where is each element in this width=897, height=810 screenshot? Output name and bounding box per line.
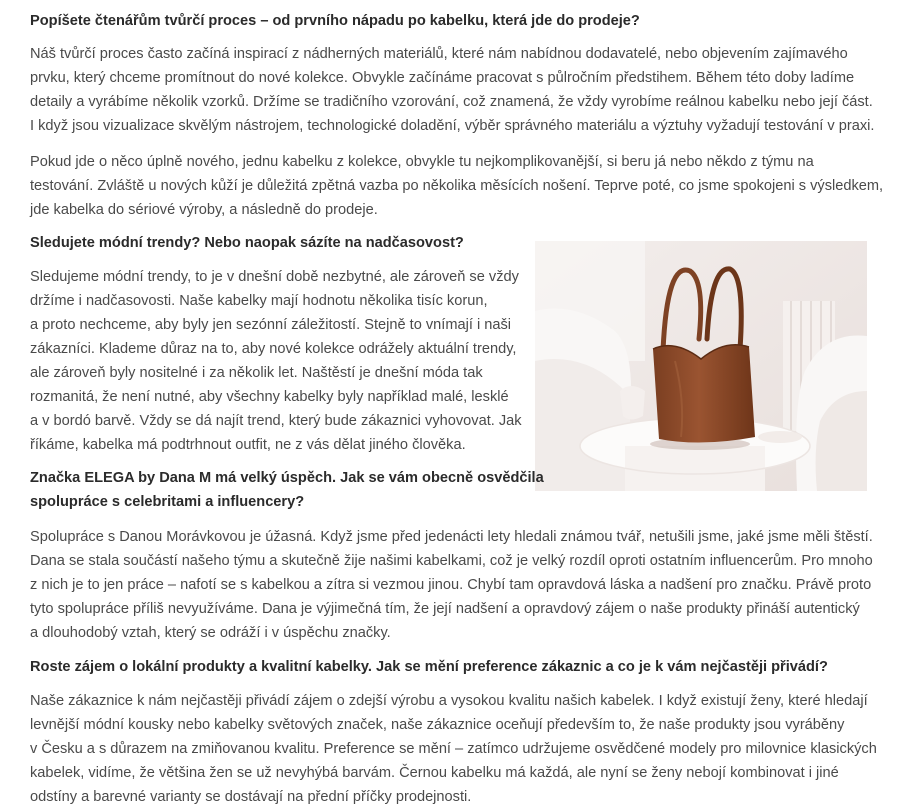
text-line: Náš tvůrčí proces často začíná inspirací z nádherných materiálů, které nám nabídnou dodavatelé, nebo objevením zajímavého (30, 46, 848, 62)
bag-body (653, 345, 755, 443)
text-line: a v bordó barvě. Vždy se dá najít trend, který bude zákaznici vyhovovat. Jak (30, 413, 522, 429)
section-4-question: Roste zájem o lokální produkty a kvalitní kabelky. Jak se mění preference zákaznic a co je k vám nejčastěji přivádí? (30, 659, 828, 675)
section-3-question (30, 466, 544, 514)
text-line: Spolupráce s Danou Morávkovou je úžasná. Když jsme před jedenácti lety hledali známou tvář, netušili jsme, jaké jsme měli štěstí. (30, 529, 873, 545)
text-line: a proto nechceme, aby byly jen sezónní záležitostí. Stejně to vnímají i naši (30, 317, 512, 333)
question-line: spolupráce s celebritami a influencery? (30, 494, 305, 510)
section-2-question: Sledujete módní trendy? Nebo naopak sázíte na nadčasovost? (30, 235, 464, 251)
text-line: v Česku a s důrazem na zmiňovanou kvalitu. Preference se mění – zatímco udržujeme osvědčené modely pro milovnice klasických (30, 741, 877, 757)
text-line: levnější módní kousky nebo kabelky světových značek, naše zákaznice oceňují především to, že naše produkty jsou vyráběny (30, 717, 845, 733)
text-line: z nich je to jen práce – nafotí se s kabelkou a zítra si vezmou jinou. Chybí tam opravdová láska a nadšení pro značku. Právě proto (30, 577, 872, 593)
text-line: I když jsou vizualizace skvělým nástrojem, technologické doladění, výběr správného materiálu a výztuhy vyžadují testování v praxi. (30, 118, 875, 134)
text-line: prvku, který chceme promítnout do nové kolekce. Obvykle začínáme pracovat s půlročním předstihem. Během této doby ladíme (30, 70, 855, 86)
text-line: zákazníci. Klademe důraz na to, aby nové kolekce odrážely aktuální trendy, (30, 341, 517, 357)
text-line: kabelek, vidíme, že většina žen se už nevyhýbá barvám. Černou kabelku má každá, ale nyní se ženy nebojí kombinovat i jiné (30, 765, 839, 781)
text-line: detaily a vyrábíme několik vzorků. Držíme se tradičního vzorování, což znamená, že vždy vyrobíme reálnou kabelku nebo její část. (30, 94, 873, 110)
text-line: testování. Zvláště u nových kůží je důležitá zpětná vazba po několika měsících nošení. Teprve poté, co jsme spokojeni s výsledkem, (30, 178, 884, 194)
question-line: Značka ELEGA by Dana M má velký úspěch. Jak se vám obecně osvědčila (30, 470, 544, 486)
tote-bag-illustration (535, 241, 867, 491)
text-line: a dlouhodobý vztah, který se odráží i v úspěchu značky. (30, 625, 391, 641)
text-line: rozmanitá, že není nutné, aby všechny kabelky byly například malé, lesklé (30, 389, 509, 405)
text-line: jde kabelka do sériové výroby, a následně do prodeje. (30, 202, 378, 218)
text-line: tyto spolupráce příliš nevyužíváme. Dana je výjimečná tím, že její nadšení a opravdový zájem o naše produkty přináší autentický (30, 601, 860, 617)
text-line: Naše zákaznice k nám nejčastěji přivádí zájem o zdejší výrobu a vysokou kvalitu našich kabelek. I když existují ženy, které hledají (30, 693, 868, 709)
text-line: ale zároveň byly nositelné i za několik let. Naštěstí je dnešní móda tak (30, 365, 483, 381)
text-line: říkáme, kabelka má podtrhnout outfit, ne z vás dělat jiného člověka. (30, 437, 466, 453)
section-1-question: Popíšete čtenářům tvůrčí proces – od prvního nápadu po kabelku, která jde do prodeje? (30, 13, 640, 29)
text-line: Dana se stala součástí našeho týmu a skutečně žije našimi kabelkami, což je velký rozdíl oproti ostatním influencerům. Pro mnoho (30, 553, 873, 569)
tote-bag-photo (535, 241, 867, 491)
text-line: Pokud jde o něco úplně nového, jednu kabelku z kolekce, obvykle tu nejkomplikovanější, si beru já nebo někdo z týmu na (30, 154, 814, 170)
text-line: Sledujeme módní trendy, to je v dnešní době nezbytné, ale zároveň se vždy (30, 269, 519, 285)
text-line: držíme i nadčasovosti. Naše kabelky mají hodnotu několika tisíc korun, (30, 293, 488, 309)
text-line: odstíny a barevné varianty se dostávají na přední příčky prodejnosti. (30, 789, 472, 805)
